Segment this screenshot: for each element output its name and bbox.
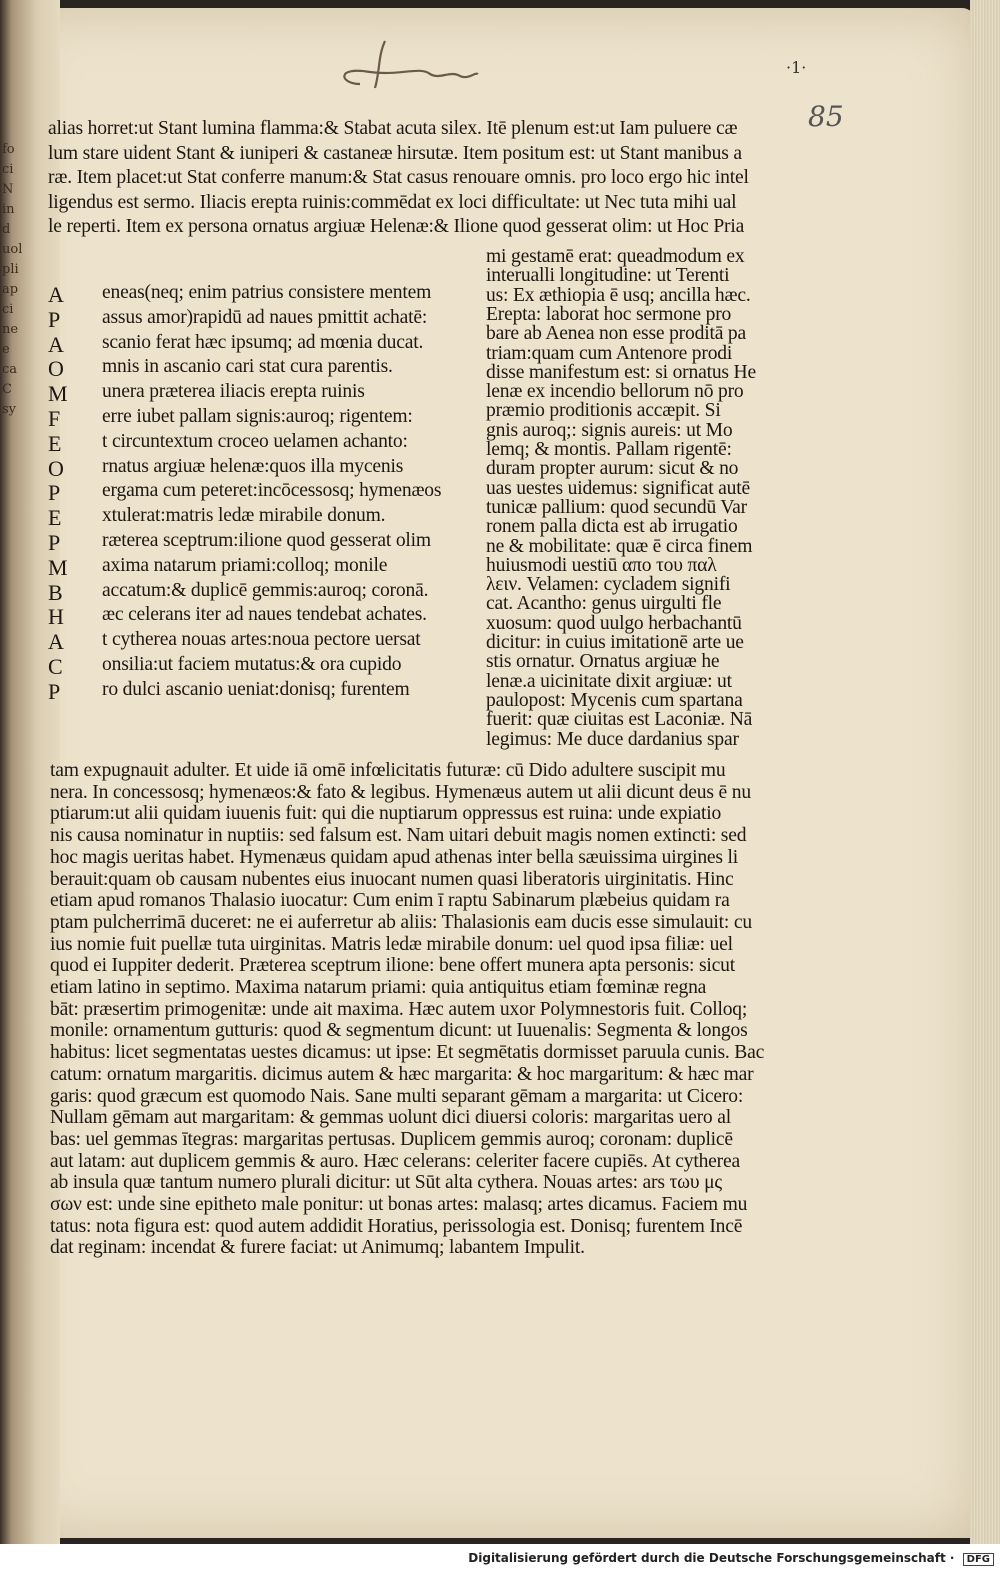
commentary-line: ptam pulcherrimā duceret: ne ei auferretur ab aliis: Thalasionis eam ducis esse simulauit: cu: [50, 911, 752, 933]
margin-fragment: d: [2, 222, 11, 237]
verse-initial: C: [48, 654, 63, 679]
page-number: 85: [808, 100, 844, 133]
commentary-line: ne & mobilitate: quæ ē circa finem: [486, 535, 753, 557]
commentary-line: habitus: licet segmentatas uestes dicamus: ut ipse: Et segmētatis dormisset paruula cunis. Bac: [50, 1042, 765, 1064]
commentary-line: mi gestamē erat: queadmodum ex: [486, 246, 745, 267]
verse-text: xtulerat:matris ledæ mirabile donum.: [102, 505, 386, 527]
commentary-line: dicitur: in cuius imitationē arte ue: [486, 632, 744, 653]
verse-text: æc celerans iter ad naues tendebat achates.: [102, 604, 427, 626]
commentary-line: σων est: unde sine epitheto male ponitur: ut bonas artes: malasq; artes dicamus. Faciem mu: [50, 1194, 748, 1215]
digitization-credit: [468, 1551, 994, 1566]
commentary-line: λειν. Velamen: cycladem signifi: [486, 574, 731, 596]
commentary-line: lemq; & montis. Pallam rigentē:: [486, 439, 732, 460]
verse-text: mnis in ascanio cari stat cura parentis.: [102, 356, 393, 378]
verse-text: rnatus argiuæ helenæ:quos illa mycenis: [102, 455, 404, 477]
margin-fragment: e: [2, 342, 10, 357]
verse-initial: B: [48, 579, 63, 605]
commentary-line: fuerit: quæ ciuitas est Laconiæ. Nā: [486, 709, 753, 731]
commentary-line: bas: uel gemmas ītegras: margaritas pertusas. Duplicem gemmis auroq; coronam: duplicē: [50, 1128, 733, 1150]
verse-text: axima natarum priami:colloq; monile: [102, 554, 388, 576]
verse-initial: M: [48, 554, 68, 580]
commentary-line: berauit:quam ob causam nubentes eius inuocant numen quasi liberatoris uirginitatis. Hinc: [50, 868, 734, 890]
verse-initial: E: [48, 505, 62, 531]
commentary-line: catum: ornatum margaritis. dicimus autem & hæc margarita: & hoc margaritum: & hæc mar: [50, 1063, 754, 1085]
margin-fragment: ca: [2, 362, 18, 377]
handwritten-signature-icon: [330, 36, 480, 96]
commentary-line: triam:quam cum Antenore prodi: [486, 342, 733, 364]
footer-strip: [0, 1544, 1000, 1570]
verse-text: erre iubet pallam signis:auroq; rigentem:: [102, 406, 413, 427]
commentary-line: disse manifestum est: si ornatus He: [486, 361, 756, 383]
commentary-line: quod ei Iuppiter dederit. Præterea sceptrum ilione: bene offert munera apta personis: sicut: [50, 955, 735, 977]
commentary-line: tunicæ pallium: quod secundū Var: [486, 496, 747, 518]
verse-initial: A: [48, 331, 64, 357]
verse-initial: P: [48, 480, 61, 506]
commentary-line: garis: quod græcum est quomodo Nais. Sane multi separant gēmam a margarita: ut Cicero:: [50, 1085, 744, 1107]
commentary-line: ligendus est sermo. Iliacis erepta ruinis:commēdat ex loci difficultate: ut Nec tuta mihi ual: [48, 191, 737, 213]
verse-text: scanio ferat hæc ipsumq; ad mœnia ducat.: [102, 331, 424, 353]
verse-initial: P: [48, 530, 61, 555]
commentary-line: lenæ ex incendio bellorum nō pro: [486, 381, 744, 403]
commentary-line: dat reginam: incendat & furere faciat: ut Animumq; labantem Impulit.: [50, 1237, 585, 1259]
commentary-line: uas uestes uidemus: significat autē: [486, 477, 750, 499]
margin-fragment: C: [2, 382, 12, 397]
margin-fragment: ap: [2, 282, 19, 297]
margin-fragment: sy: [2, 402, 17, 417]
verse-initial: A: [48, 282, 64, 307]
commentary-line: alias horret:ut Stant lumina flamma:& Stabat acuta silex. Itē plenum est:ut Iam puluere cæ: [48, 118, 738, 139]
margin-fragment: ne: [2, 322, 19, 337]
verse-text: eneas(neq; enim patrius consistere mentem: [102, 282, 432, 303]
commentary-line: ius nomie fuit puellæ tuta uirginitas. Matris ledæ mirabile donum: uel quod ipsa filiæ: uel: [50, 933, 733, 955]
verse-initial: P: [48, 306, 61, 332]
commentary-line: etiam apud romanos Thalasio iuocatur: Cum enim ī raptu Sabinarum plæbeius quidam ra: [50, 890, 730, 912]
folio-mark: ·1·: [786, 58, 807, 77]
facing-page-margin-text: [2, 140, 32, 420]
commentary-line: monile: ornamentum gutturis: quod & segmentum dicunt: ut Iuuenalis: Segmenta & longos: [50, 1020, 748, 1042]
commentary-line: præmio proditionis accæpit. Si: [486, 400, 721, 422]
commentary-line: duram propter aurum: sicut & no: [486, 458, 739, 480]
commentary-line: nera. In concessosq; hymenæos:& fato & legibus. Hymenæus autem ut alii dicunt deus ē nu: [50, 781, 751, 803]
commentary-line: le reperti. Item ex persona ornatus argiuæ Helenæ:& Ilione quod gesserat olim: ut Hoc Pria: [48, 216, 745, 238]
commentary-line: legimus: Me duce dardanius spar: [486, 728, 739, 750]
verse-text: assus amor)rapidū ad naues pmittit achatē:: [102, 306, 428, 328]
margin-fragment: uol: [2, 242, 23, 257]
verse-text: ro dulci ascanio ueniat:donisq; furentem: [102, 678, 410, 700]
verse-text: t circuntextum croceo uelamen achanto:: [102, 430, 408, 452]
commentary-line: paulopost: Mycenis cum spartana: [486, 689, 743, 711]
commentary-line: cat. Acantho: genus uirgulti fle: [486, 593, 722, 615]
commentary-line: bare ab Aenea non esse proditā pa: [486, 323, 746, 345]
verse-text: accatum:& duplicē gemmis:auroq; coronā.: [102, 579, 429, 601]
verse-text: ergama cum peteret:incōcessosq; hymenæos: [102, 480, 442, 502]
dfg-logo: DFG: [963, 1553, 994, 1566]
commentary-line: aut latam: aut duplicem gemmis & auro. Hæc celerans: celeriter facere cupiēs. At cytherea: [50, 1150, 740, 1172]
margin-fragment: ci: [2, 302, 14, 317]
margin-fragment: N: [2, 182, 14, 197]
page-edges: [970, 0, 1000, 1570]
verse-initial: H: [48, 604, 64, 630]
commentary-line: huiusmodi uestiū απο του παλ: [486, 554, 717, 576]
commentary-line: tatus: nota figura est: quod autem addidit Horatius, perissologia est. Donisq; furentem Incē: [50, 1215, 743, 1237]
commentary-line: Nullam gēmam aut margaritam: & gemmas uolunt dici diuersi coloris: margaritas uero al: [50, 1107, 731, 1129]
commentary-line: tam expugnauit adulter. Et uide iā omē infœlicitatis futuræ: cū Dido adultere suscipit mu: [50, 760, 726, 781]
verse-initial: P: [48, 678, 61, 704]
commentary-line: us: Ex æthiopia ē usq; ancilla hæc.: [486, 284, 751, 306]
margin-fragment: pli: [2, 262, 19, 277]
commentary-line: bāt: præsertim primogenitæ: unde ait maxima. Hæc autem uxor Polymnestoris fuit. Colloq;: [50, 998, 748, 1020]
verse-initial: E: [48, 430, 62, 456]
commentary-line: etiam latino in septimo. Maxima natarum priami: quia antiquitus etiam fœminæ regna: [50, 977, 707, 998]
commentary-line: stis ornatur. Ornatus argiuæ he: [486, 651, 720, 673]
verse-text: unera præterea iliacis erepta ruinis: [102, 381, 365, 403]
commentary-line: Erepta: laborat hoc sermone pro: [486, 303, 732, 325]
commentary-line: ab insula quæ tantum numero plurali dicitur: ut Sūt alta cythera. Nouas artes: ars τωυ μς: [50, 1172, 722, 1194]
verse-initial: F: [48, 406, 61, 431]
commentary-line: ptiarum:ut alii quidam iuuenis fuit: qui die nuptiarum oppressus est ruina: unde expiatio: [50, 803, 722, 825]
commentary-line: lenæ.a uicinitate dixit argiuæ: ut: [486, 670, 732, 692]
verse-text: ræterea sceptrum:ilione quod gesserat olim: [102, 530, 431, 551]
verse-initial: O: [48, 356, 64, 382]
commentary-line: ronem palla dicta est ab irrugatio: [486, 516, 738, 538]
verse-initial: M: [48, 381, 68, 407]
verse-initial: O: [48, 455, 64, 481]
credit-text: Digitalisierung gefördert durch die Deutsche Forschungsgemeinschaft ·: [468, 1551, 955, 1565]
commentary-line: nis causa nominatur in nuptiis: sed falsum est. Nam uitari debuit magis nomen extincti: sed: [50, 825, 747, 847]
verse-text: onsilia:ut faciem mutatus:& ora cupido: [102, 654, 402, 675]
commentary-line: ræ. Item placet:ut Stat conferre manum:& Stat casus renouare omnis. pro loco ergo hic intel: [48, 167, 749, 189]
verse-initial: A: [48, 629, 64, 655]
margin-fragment: fo: [2, 142, 15, 157]
commentary-line: interualli longitudine: ut Terenti: [486, 265, 730, 287]
verse-text: t cytherea nouas artes:noua pectore uersat: [102, 629, 421, 651]
commentary-line: xuosum: quod uulgo herbachantū: [486, 612, 742, 634]
commentary-line: lum stare uident Stant & iuniperi & castaneæ hirsutæ. Item positum est: ut Stant manibus a: [48, 142, 742, 164]
margin-fragment: ci: [2, 162, 14, 177]
commentary-line: gnis auroq;: signis aureis: ut Mo: [486, 419, 733, 441]
margin-fragment: in: [2, 202, 15, 217]
commentary-line: hoc magis ueritas habet. Hymenæus quidam apud athenas inter bella sæuissima uirgines li: [50, 846, 739, 868]
